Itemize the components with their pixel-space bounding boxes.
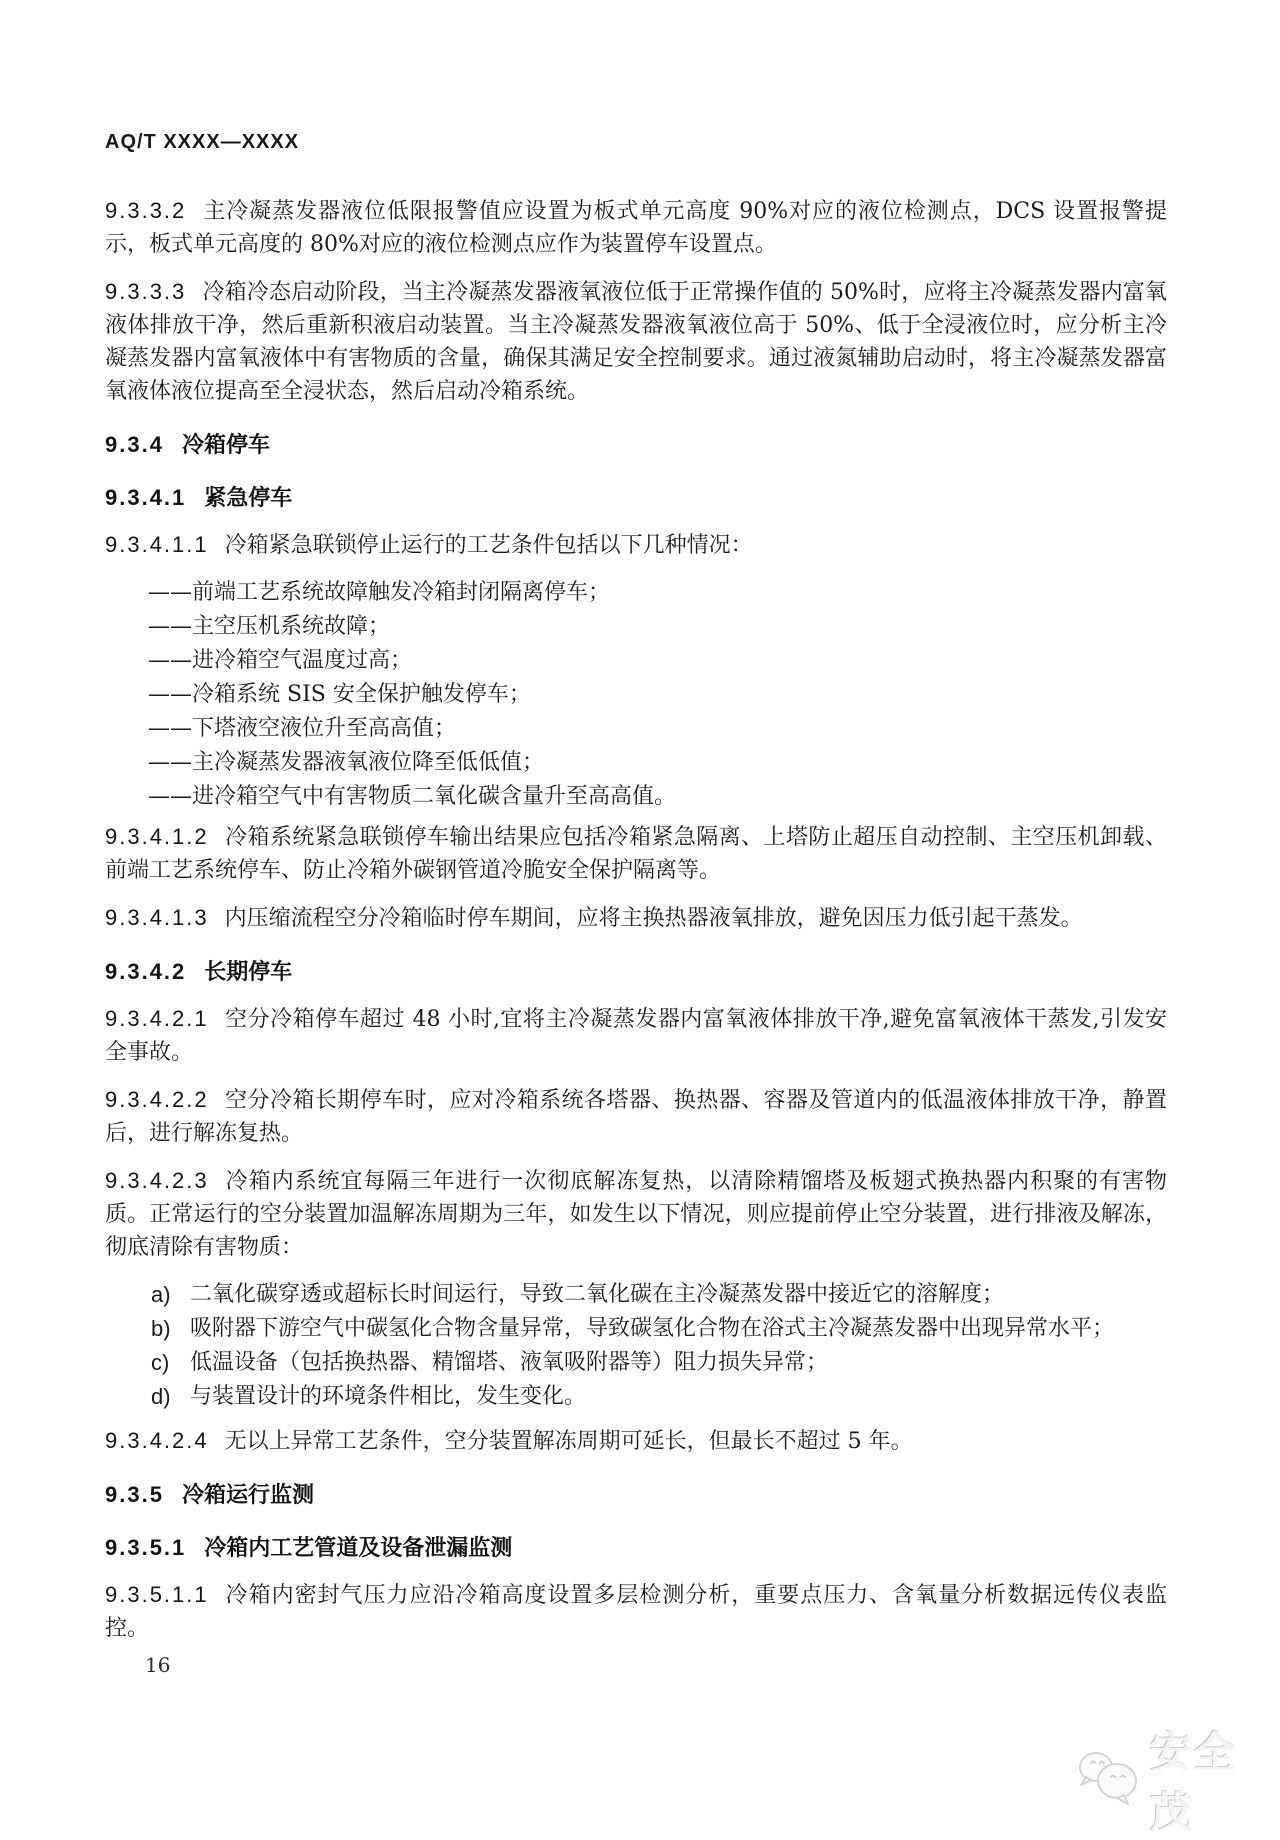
document-body: [105, 194, 1167, 1659]
clause-number: 9.3.4.1.3: [105, 905, 209, 930]
lettered-list-item: [105, 1278, 1167, 1312]
heading-number: 9.3.4.2: [105, 959, 187, 984]
clause-paragraph: [105, 528, 1167, 562]
clause-text: 冷箱冷态启动阶段，当主冷凝蒸发器液氧液位低于正常操作值的 50%时，应将主冷凝蒸发器内富氧液体排放干净，然后重新积液启动装置。当主冷凝蒸发器液氧液位高于 50%、低于全浸液位时，应分析主冷凝蒸发器内富氧液体中有害物质的含量，确保其满足安全控制要求。通过液氮辅助启动时，将主冷凝蒸发器富氧液体液位提高至全浸状态，然后启动冷箱系统。: [105, 280, 1167, 404]
clause-paragraph: [105, 1578, 1167, 1645]
clause-text: 冷箱系统紧急联锁停车输出结果应包括冷箱紧急隔离、上塔防止超压自动控制、主空压机卸载、前端工艺系统停车、防止冷箱外碳钢管道冷脆安全保护隔离等。: [105, 825, 1167, 883]
clause-paragraph: [105, 820, 1167, 887]
item-label: a): [151, 1282, 171, 1307]
clause-number: 9.3.3.3: [105, 279, 187, 304]
heading-text: 冷箱运行监测: [181, 1482, 314, 1507]
clause-paragraph: [105, 1002, 1167, 1069]
clause-number: 9.3.4.2.2: [105, 1087, 209, 1112]
clause-text: 冷箱紧急联锁停止运行的工艺条件包括以下几种情况：: [224, 533, 753, 558]
clause-text: 空分冷箱长期停车时，应对冷箱系统各塔器、换热器、容器及管道内的低温液体排放干净，静置后，进行解冻复热。: [105, 1088, 1167, 1146]
clause-number: 9.3.5.1.1: [105, 1582, 209, 1607]
item-text: 吸附器下游空气中碳氢化合物含量异常，导致碳氢化合物在浴式主冷凝蒸发器中出现异常水平；: [190, 1316, 1115, 1341]
clause-number: 9.3.4.2.3: [105, 1168, 209, 1193]
dash-list-item: ——进冷箱空气中有害物质二氧化碳含量升至高高值。: [148, 784, 677, 809]
clause-number: 9.3.4.1.1: [105, 532, 209, 557]
heading-number: 9.3.5.1: [105, 1535, 187, 1560]
clause-number: 9.3.3.2: [105, 198, 187, 223]
watermark-brand-text: 安全茂: [1150, 1729, 1239, 1836]
lettered-list-item: [105, 1380, 1167, 1414]
dash-list-item: ——前端工艺系统故障触发冷箱封闭隔离停车；: [148, 580, 611, 605]
brand-watermark: [1072, 1720, 1280, 1840]
item-label: d): [151, 1384, 171, 1409]
dash-list-item: ——主冷凝蒸发器液氧液位降至低低值；: [148, 750, 545, 775]
clause-paragraph: [105, 1164, 1167, 1264]
clause-paragraph: [105, 194, 1167, 261]
page-number: 16: [145, 1653, 171, 1677]
dash-list-item: ——进冷箱空气温度过高；: [148, 648, 413, 673]
item-text: 与装置设计的环境条件相比，发生变化。: [190, 1384, 587, 1409]
heading-number: 9.3.5: [105, 1482, 164, 1507]
lettered-list-item: [105, 1312, 1167, 1346]
dash-list-item: ——主空压机系统故障；: [148, 614, 391, 639]
section-heading: [105, 481, 1167, 514]
item-label: b): [151, 1316, 171, 1341]
heading-text: 紧急停车: [204, 485, 293, 510]
clause-text: 空分冷箱停车超过 48 小时,宜将主冷凝蒸发器内富氧液体排放干净,避免富氧液体干蒸发,引发安全事故。: [105, 1007, 1167, 1065]
clause-paragraph: [105, 1424, 1167, 1458]
clause-number: 9.3.4.2.1: [105, 1006, 209, 1031]
clause-paragraph: [105, 275, 1167, 408]
clause-text: 主冷凝蒸发器液位低限报警值应设置为板式单元高度 90%对应的液位检测点，DCS 设置报警提示，板式单元高度的 80%对应的液位检测点应作为装置停车设置点。: [105, 199, 1167, 257]
wechat-bubbles-icon: [1072, 1747, 1146, 1813]
lettered-list: [105, 1278, 1167, 1414]
section-heading: [105, 1478, 1167, 1511]
document-code-header: AQ/T XXXX—XXXX: [105, 131, 300, 153]
clause-number: 9.3.4.1.2: [105, 824, 209, 849]
heading-text: 长期停车: [204, 959, 293, 984]
clause-paragraph: [105, 901, 1167, 935]
heading-number: 9.3.4.1: [105, 485, 187, 510]
heading-number: 9.3.4: [105, 432, 164, 457]
clause-text: 冷箱内密封气压力应沿冷箱高度设置多层检测分析，重要点压力、含氧量分析数据远传仪表监控。: [105, 1583, 1167, 1641]
section-heading: [105, 1531, 1167, 1564]
dash-list: [105, 576, 1167, 814]
item-label: c): [151, 1350, 170, 1375]
item-text: 低温设备（包括换热器、精馏塔、液氧吸附器等）阻力损失异常；: [190, 1350, 829, 1375]
clause-paragraph: [105, 1083, 1167, 1150]
dash-list-item: ——冷箱系统 SIS 安全保护触发停车；: [148, 682, 531, 707]
clause-text: 无以上异常工艺条件，空分装置解冻周期可延长，但最长不超过 5 年。: [224, 1429, 913, 1454]
section-heading: [105, 955, 1167, 988]
clause-text: 内压缩流程空分冷箱临时停车期间，应将主换热器液氧排放，避免因压力低引起干蒸发。: [224, 906, 1083, 931]
clause-text: 冷箱内系统宜每隔三年进行一次彻底解冻复热，以清除精馏塔及板翅式换热器内积聚的有害物质。正常运行的空分装置加温解冻周期为三年，如发生以下情况，则应提前停止空分装置，进行排液及解冻，彻底清除有害物质：: [105, 1169, 1167, 1260]
section-heading: [105, 428, 1167, 461]
item-text: 二氧化碳穿透或超标长时间运行，导致二氧化碳在主冷凝蒸发器中接近它的溶解度；: [190, 1282, 1005, 1307]
clause-number: 9.3.4.2.4: [105, 1428, 209, 1453]
heading-text: 冷箱内工艺管道及设备泄漏监测: [204, 1535, 513, 1560]
lettered-list-item: [105, 1346, 1167, 1380]
heading-text: 冷箱停车: [181, 432, 270, 457]
dash-list-item: ——下塔液空液位升至高高值；: [148, 716, 457, 741]
